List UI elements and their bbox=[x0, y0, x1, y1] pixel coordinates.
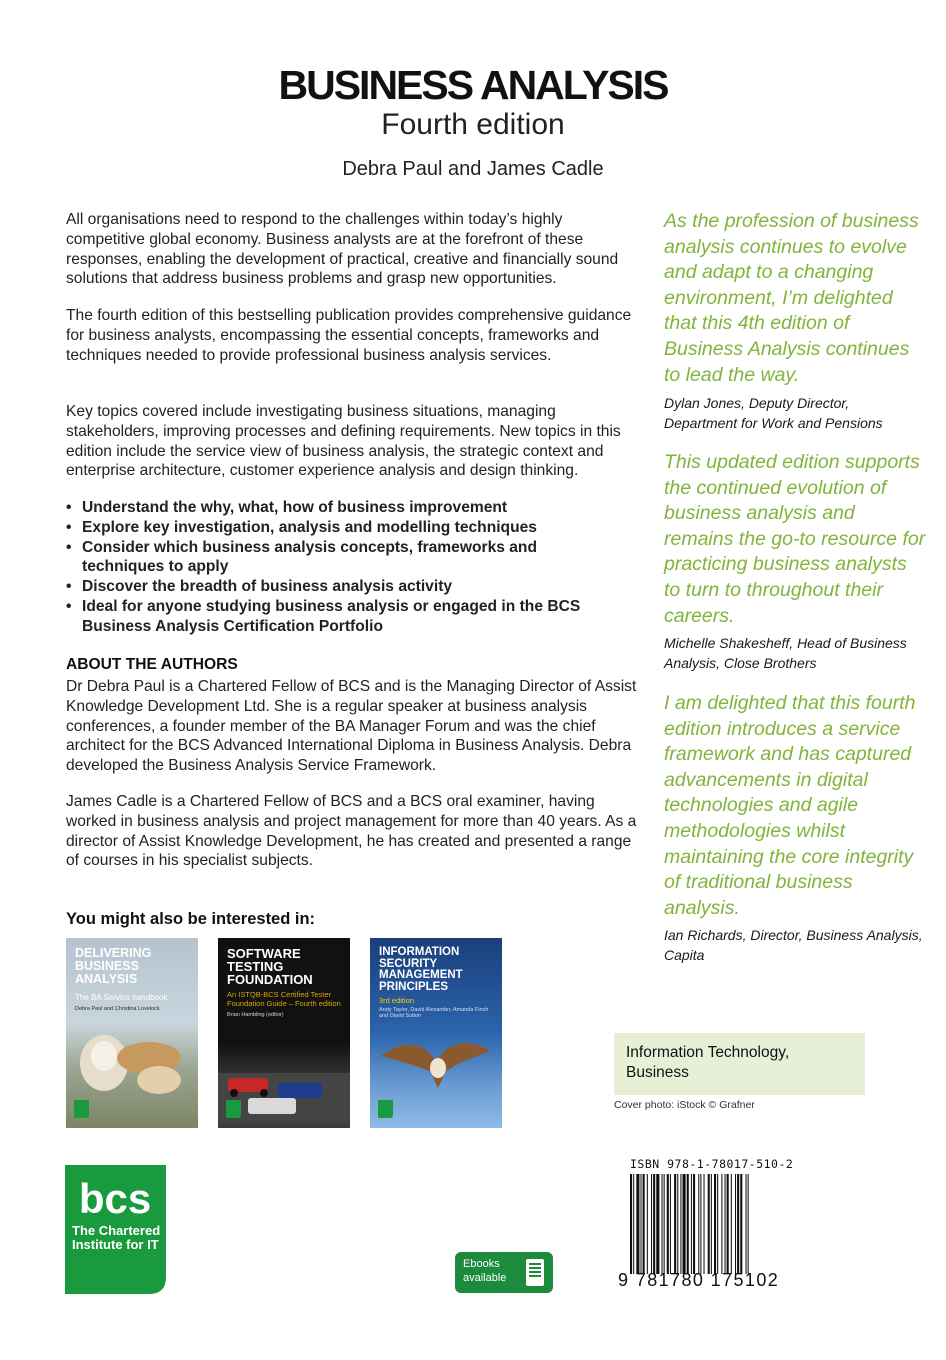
ebooks-available-badge bbox=[455, 1252, 553, 1293]
isbn-barcode bbox=[630, 1174, 782, 1274]
barcode-bar bbox=[748, 1174, 749, 1274]
barcode-bar bbox=[717, 1174, 718, 1274]
related-books-heading: You might also be interested in: bbox=[66, 910, 316, 928]
barcode-bar bbox=[662, 1174, 663, 1274]
barcode-bar bbox=[653, 1174, 655, 1274]
bcs-tagline: The Chartered Institute for IT bbox=[72, 1223, 161, 1252]
description-paragraph: Key topics covered include investigating business situations, managing stakeholders, improving processes and defining requirements. New topics in this edition include the service view of business analysis, the strategic context and enterprise architecture, customer experience analysis and design thinking. bbox=[66, 403, 621, 480]
barcode-bar bbox=[670, 1174, 671, 1274]
barcode-bar bbox=[691, 1174, 692, 1274]
book-cover-subtitle: The BA Service handbook bbox=[75, 993, 168, 1002]
barcode-bar bbox=[677, 1174, 678, 1274]
quote-attribution: Ian Richards, Director, Business Analysis, Capita bbox=[664, 927, 923, 963]
bcs-mini-logo bbox=[74, 1100, 89, 1118]
endorsement-quote: I am delighted that this fourth edition introduces a service framework and has captured advancements in digital technologies and agile methodologies whilst maintaining the core integrity of traditional business analysis. bbox=[664, 692, 916, 919]
owl-illustration bbox=[74, 1018, 192, 1118]
barcode-bar bbox=[656, 1174, 659, 1274]
barcode-bar bbox=[667, 1174, 669, 1274]
bullet-item: • Discover the breadth of business analysis activity bbox=[66, 577, 586, 597]
barcode-bar bbox=[693, 1174, 695, 1274]
book-cover-subtitle: An ISTQB-BCS Certified Tester Foundation Guide – Fourth edition bbox=[227, 990, 341, 1008]
barcode-bar bbox=[698, 1174, 699, 1274]
endorsement-quote: As the profession of business analysis continues to evolve and adapt to a changing environment, I’m delighted that this 4th edition of Business Analysis continues to lead the way. bbox=[664, 210, 919, 386]
barcode-bar bbox=[714, 1174, 716, 1274]
related-book-cover bbox=[66, 938, 198, 1128]
barcode-bar bbox=[683, 1174, 686, 1274]
edition-subtitle: Fourth edition bbox=[381, 108, 565, 141]
barcode-bar bbox=[680, 1174, 681, 1274]
barcode-bar bbox=[711, 1174, 712, 1274]
quote-attribution: Michelle Shakesheff, Head of Business Analysis, Close Brothers bbox=[664, 635, 907, 671]
bullet-item: • Understand the why, what, how of business improvement bbox=[66, 498, 586, 518]
book-title: BUSINESS ANALYSIS bbox=[278, 62, 668, 108]
about-authors-heading: ABOUT THE AUTHORS bbox=[66, 656, 238, 673]
barcode-digits: 9 781780 175102 bbox=[618, 1270, 780, 1290]
isbn-label: ISBN 978-1-78017-510-2 bbox=[630, 1157, 794, 1171]
barcode-bar bbox=[674, 1174, 676, 1274]
barcode-bar bbox=[740, 1174, 742, 1274]
barcode-bar bbox=[731, 1174, 732, 1274]
bcs-mini-logo bbox=[226, 1100, 241, 1118]
book-authors: Debra Paul and James Cadle bbox=[342, 158, 604, 180]
barcode-bar bbox=[636, 1174, 639, 1274]
barcode-bar bbox=[641, 1174, 642, 1274]
book-cover-title: SOFTWARE TESTING FOUNDATION bbox=[227, 946, 313, 987]
ebooks-label: Ebooks available bbox=[463, 1258, 507, 1284]
barcode-bar bbox=[725, 1174, 726, 1274]
quote-attribution: Dylan Jones, Deputy Director, Department for Work and Pensions bbox=[664, 395, 883, 431]
author-bio: James Cadle is a Chartered Fellow of BCS and a BCS oral examiner, having worked in business analysis and project management for more than 40 years. As a director of Assist Knowledge Development, he has created and presented a range of courses in his specialist subjects. bbox=[66, 793, 637, 870]
barcode-bar bbox=[687, 1174, 689, 1274]
barcode-bar bbox=[737, 1174, 739, 1274]
barcode-bar bbox=[700, 1174, 701, 1274]
barcode-bar bbox=[721, 1174, 722, 1274]
description-paragraph: All organisations need to respond to the challenges within today’s highly competitive global economy. Business analysts are at the forefront of these responses, enabling the development of practical, creative and financially sound solutions that address business problems and grasp new opportunities. bbox=[66, 211, 619, 288]
hawk-illustration bbox=[376, 1026, 496, 1106]
bullet-item: • Ideal for anyone studying business analysis or engaged in the BCS Business Analysis Certification Portfolio bbox=[66, 597, 586, 637]
bullet-item: • Consider which business analysis concepts, frameworks and techniques to apply bbox=[66, 538, 586, 578]
cover-photo-credit: Cover photo: iStock © Grafner bbox=[614, 1099, 755, 1111]
barcode-bar bbox=[704, 1174, 705, 1274]
barcode-bar bbox=[664, 1174, 665, 1274]
book-cover-title: DELIVERING BUSINESS ANALYSIS bbox=[75, 946, 152, 986]
book-cover-title: INFORMATION SECURITY MANAGEMENT PRINCIPLES bbox=[379, 946, 463, 993]
barcode-bar bbox=[651, 1174, 652, 1274]
barcode-bar bbox=[746, 1174, 747, 1274]
barcode-bar bbox=[633, 1174, 634, 1274]
barcode-bar bbox=[630, 1174, 632, 1274]
book-cover-authors: Debra Paul and Christina Lovelock bbox=[75, 1006, 160, 1012]
barcode-bar bbox=[735, 1174, 736, 1274]
book-cover-authors: Andy Taylor, David Alexander, Amanda Finch and David Sutton bbox=[379, 1007, 489, 1019]
related-book-cover bbox=[370, 938, 502, 1128]
barcode-bar bbox=[708, 1174, 710, 1274]
description-paragraph: The fourth edition of this bestselling publication provides comprehensive guidance for business analysts, encompassing the essential concepts, frameworks and techniques needed to provide professional business analysis services. bbox=[66, 307, 632, 364]
related-book-cover bbox=[218, 938, 350, 1128]
bullet-item: • Explore key investigation, analysis and modelling techniques bbox=[66, 518, 586, 538]
ebook-reader-icon bbox=[526, 1259, 544, 1286]
book-cover-authors: Brian Hambling (editor) bbox=[227, 1012, 284, 1018]
barcode-bar bbox=[727, 1174, 729, 1274]
subject-category-box: Information Technology, Business bbox=[614, 1033, 865, 1095]
barcode-bar bbox=[647, 1174, 648, 1274]
book-cover-subtitle: 3rd edition bbox=[379, 996, 415, 1005]
bcs-logo-wordmark: bcs bbox=[78, 1175, 152, 1222]
barcode-bar bbox=[643, 1174, 645, 1274]
endorsement-quote: This updated edition supports the continued evolution of business analysis and remains the go-to resource for practicing business analysts to turn to throughout their careers. bbox=[664, 451, 926, 627]
key-topics-list bbox=[66, 498, 586, 637]
bcs-mini-logo bbox=[378, 1100, 393, 1118]
author-bio: Dr Debra Paul is a Chartered Fellow of BCS and is the Managing Director of Assist Knowledge Development Ltd. She is a regular speaker at business analysis conferences, a founder member of the BA Manager Forum and was the chief architect for the BCS Advanced International Diploma in Business Analysis. Debra developed the Business Analysis Service Framework. bbox=[66, 678, 637, 775]
